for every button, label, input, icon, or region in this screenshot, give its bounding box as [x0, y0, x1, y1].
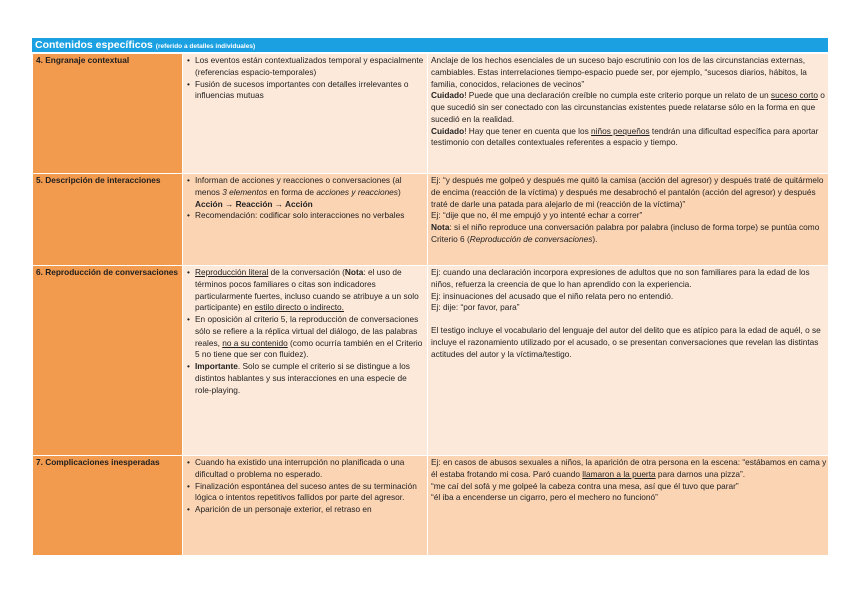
caution-note	[431, 126, 828, 150]
criterion-label: 6. Reproducción de conversaciones	[33, 266, 183, 456]
criterion-description	[183, 266, 428, 456]
action-flow: Acción → Reacción → Acción	[195, 198, 313, 209]
example-text: “él iba a encenderse un cigarro, pero el mechero no funcionó”	[431, 492, 658, 503]
list-item: • Cuando ha existido una interrupción no planificada o una dificultad o problema no esperado.	[195, 457, 424, 481]
list-item: • Los eventos están contextualizados temporal y espacialmente (referencias espacio-temporales)	[195, 55, 424, 79]
explanation-text: Anclaje de los hechos esenciales de un suceso bajo escrutinio con los de las circunstancias externas, cambiables. Estas interrelaciones tiempo-espacio puede ser, por ejemplo, “sucesos diarios, hábitos, la familia, conocidos, relaciones de vecinos”	[431, 55, 807, 89]
italic-text: 3 elementos	[222, 186, 268, 197]
example-text: Ej: dije: “por favor, para”	[431, 302, 520, 313]
underlined-text: llamaron a la puerta	[582, 468, 656, 479]
text-span: para darnos una pizza”.	[655, 468, 746, 479]
criterion-explanation	[428, 54, 829, 174]
caution-note	[431, 90, 828, 125]
italic-text: acciones y reacciones	[316, 186, 398, 197]
text-span: o que sucedió sin ser conectado con las circunstancias existentes puede relatarse sólo en la forma en que sucedió en la realidad.	[431, 90, 825, 124]
criterion-label: 7. Complicaciones inesperadas	[33, 456, 183, 556]
text-span: En oposición al criterio 5, la reproducción de conversaciones sólo se refiere a la réplica virtual del diálogo, de las palabras reales,	[195, 314, 419, 348]
list-item	[195, 175, 424, 210]
text-span: : si el niño reproduce una conversación palabra por palabra (incluso de forma torpe) se puntúa como Criterio 6 (	[431, 222, 820, 244]
criterion-label: 4. Engranaje contextual	[33, 54, 183, 174]
criterion-explanation	[428, 174, 829, 266]
document-page	[32, 38, 828, 559]
list-item: • Fusión de sucesos importantes con detalles irrelevantes o influencias mutuas	[195, 79, 424, 103]
underlined-text: estilo directo o indirecto.	[254, 302, 344, 313]
italic-text: Reproducción de conversaciones	[469, 233, 593, 244]
list-item: • Aparición de un personaje exterior, el retraso en	[195, 504, 424, 516]
underlined-text: niños pequeños	[591, 125, 650, 136]
criterion-description	[183, 174, 428, 266]
example-text: Ej: cuando una declaración incorpora expresiones de adultos que no son familiares para la edad de los niños, refuerza la creencia de que lo han aprendido con la experiencia.	[431, 267, 810, 289]
underlined-text: suceso corto	[770, 90, 818, 101]
note-text	[431, 222, 828, 246]
criterion-description	[183, 54, 428, 174]
list-item	[195, 361, 424, 396]
example-text	[431, 457, 828, 481]
list-item: • Finalización espontánea del suceso antes de su terminación lógica o intentos repetitivos fallidos por parte del agresor.	[195, 481, 424, 505]
table-row	[33, 54, 829, 174]
explanation-text: El testigo incluye el vocabulario del lenguaje del autor del delito que es atípico para la edad de aquél, o se incluye el razonamiento utilizado por el acusado, o se presentan conversaciones que revelan las distintas actitudes del autor y la víctima/testigo.	[431, 325, 821, 359]
example-text: “me caí del sofá y me golpeé la cabeza contra una mesa, así que él tuvo que parar”	[431, 480, 739, 491]
criterion-description	[183, 456, 428, 556]
criteria-table	[32, 53, 828, 556]
criterion-label: 5. Descripción de interacciones	[33, 174, 183, 266]
list-item	[195, 314, 424, 361]
caution-label: Cuidado	[431, 125, 465, 136]
table-row	[33, 266, 829, 456]
important-label: Importante	[195, 361, 238, 372]
table-row	[33, 174, 829, 266]
text-span: )	[397, 186, 401, 197]
example-text: Ej: “dije que no, él me empujó y yo intenté echar a correr”	[431, 210, 643, 221]
table-row	[33, 456, 829, 556]
table-header	[32, 38, 828, 53]
text-span: ! Puede que una declaración creíble no cumpla este criterio porque un relato de un	[464, 90, 771, 101]
example-text: Ej: insinuaciones del acusado que el niño relata pero no entendió.	[431, 290, 674, 301]
note-label: Nota	[431, 222, 450, 233]
underlined-text: Reproducción literal	[195, 267, 269, 277]
list-item: • Recomendación: codificar solo interacciones no verbales	[195, 210, 424, 222]
header-title: Contenidos específicos	[35, 39, 153, 51]
underlined-text: no a su contenido	[222, 337, 288, 348]
caution-label: Cuidado	[431, 90, 465, 101]
text-span: . Solo se cumple el criterio si se distingue a los distintos hablantes y sus interacciones en una especie de role-playing.	[195, 361, 410, 395]
text-span: ! Hay que tener en cuenta que los	[464, 125, 592, 136]
text-span: Informan de acciones y reacciones o conversaciones (al menos	[195, 175, 402, 197]
text-span: ).	[592, 233, 598, 244]
text-span: : el uso de términos pocos familiares o citas son indicadores particularmente fuertes, incluso cuando se atribuye a un solo participante) en	[195, 267, 419, 313]
text-span: (como ocurría también en el Criterio 5 no tiene que ser con fluidez).	[195, 337, 423, 360]
list-item	[195, 267, 424, 314]
text-span: Ej: en casos de abusos sexuales a niños, la aparición de otra persona en la escena: “estábamos en cama y él estaba frotando mi cosa. Paró cuando	[431, 457, 827, 479]
criterion-explanation	[428, 266, 829, 456]
criterion-explanation	[428, 456, 829, 556]
text-span: en forma de	[267, 186, 317, 197]
note-label: Nota	[344, 267, 364, 277]
example-text: Ej: “y después me golpeó y después me quitó la camisa (acción del agresor) y después traté de quitármelo de encima (reacción de la víctima) y después me desabrochó el pantalón (acción del agresor) y después traté de darle una patada para alejarlo de mi (reacción de la víctima)”	[431, 175, 824, 209]
header-subtitle: (referido a detalles individuales)	[155, 43, 256, 50]
text-span: de la conversación (	[268, 267, 345, 277]
text-span: tendrán una dificultad específica para aportar testimonio con detalles contextuales referentes a espacio y tiempo.	[431, 125, 819, 148]
